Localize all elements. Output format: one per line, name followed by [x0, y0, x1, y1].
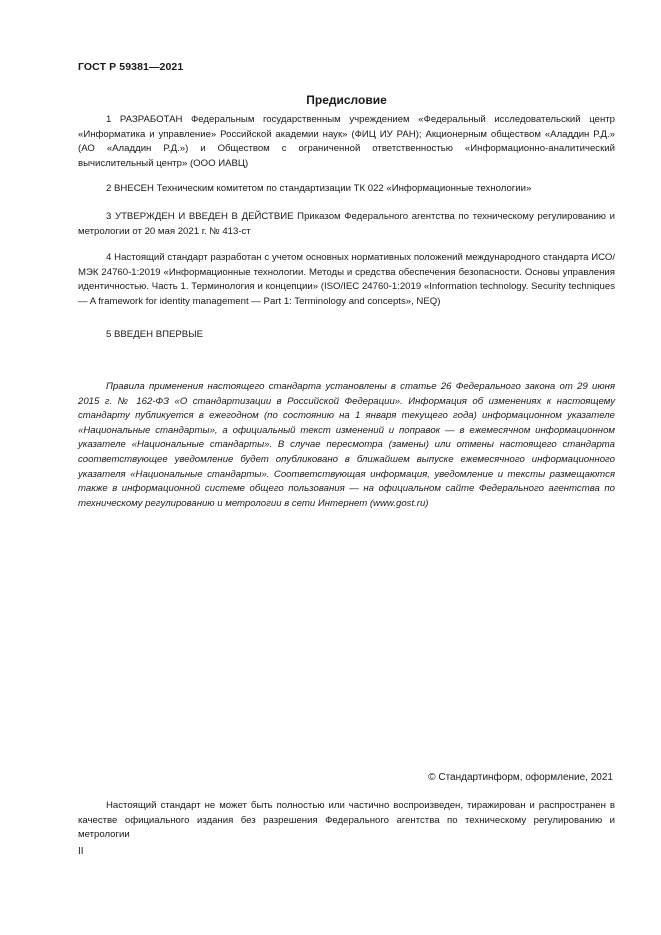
copyright-line: © Стандартинформ, оформление, 2021	[428, 772, 613, 783]
foreword-item-2: 2 ВНЕСЕН Техническим комитетом по стандартизации ТК 022 «Информационные технологии»	[106, 183, 532, 194]
reproduction-notice: Настоящий стандарт не может быть полностью или частично воспроизведен, тиражирован и распространен в качестве официального издания без разрешения Федерального агентства по техническому регулированию и метрологии	[78, 800, 615, 841]
application-rules-notice: Правила применения настоящего стандарта установлены в статье 26 Федерального закона от 29 июня 2015 г. № 162-ФЗ «О стандартизации в Российской Федерации». Информация об изменениях к настоящему стандарту публикуется в ежегодном (по состоянию на 1 января текущего года) информационном указателе «Национальные стандарты», а официальный текст изменений и поправок — в ежемесячном информационном указателе «Национальные стандарты». В случае пересмотра (замены) или отмены настоящего стандарта соответствующее уведомление будет опубликовано в ближайшем выпуске ежемесячного информационного указателя «Национальные стандарты». Соответствующая информация, уведомление и тексты размещаются также в информационной системе общего пользования — на официальном сайте Федерального агентства по техническому регулированию и метрологии в сети Интернет (www.gost.ru)	[78, 381, 615, 509]
foreword-item-3: 3 УТВЕРЖДЕН И ВВЕДЕН В ДЕЙСТВИЕ Приказом Федерального агентства по техническому регулированию и метрологии от 20 мая 2021 г. № 413-ст	[78, 211, 615, 237]
page-number: II	[78, 846, 84, 857]
foreword-item-5: 5 ВВЕДЕН ВПЕРВЫЕ	[106, 329, 204, 340]
standard-code-header: ГОСТ Р 59381—2021	[78, 61, 184, 73]
page-title: Предисловие	[306, 93, 387, 107]
foreword-item-4: 4 Настоящий стандарт разработан с учетом основных нормативных положений международного стандарта ИСО/МЭК 24760-1:2019 «Информационные технологии. Методы и средства обеспечения безопасности. Основы управления идентичностью. Часть 1. Терминология и концепции» (ISO/IEC 24760-1:2019 «Information technology. Security techniques — A framework for identity management — Part 1: Terminology and concepts», NEQ)	[78, 252, 615, 307]
foreword-item-1: 1 РАЗРАБОТАН Федеральным государственным учреждением «Федеральный исследовательский центр «Информатика и управление» Российской академии наук» (ФИЦ ИУ РАН); Акционерным обществом «Аладдин Р.Д.» (АО «Аладдин Р.Д.») и Обществом с ограниченной ответственностью «Информационно-аналитический вычислительный центр» (ООО ИАВЦ)	[78, 114, 615, 169]
